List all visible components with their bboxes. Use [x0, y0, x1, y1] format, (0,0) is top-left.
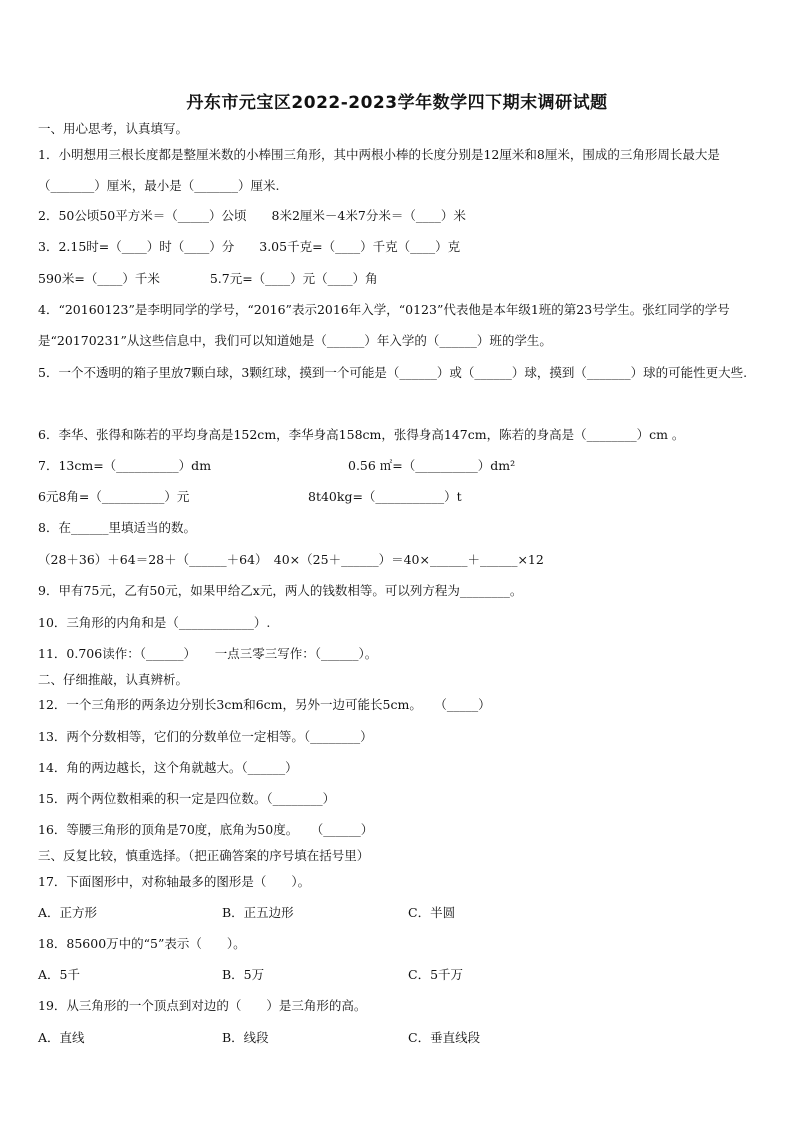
question-1: 1．小明想用三根长度都是整厘米数的小棒围三角形，其中两根小棒的长度分别是12厘米和8厘米，围成的三角形周长最大是（_______）厘米，最小是（_______）厘米.: [38, 147, 720, 193]
section-heading-1: 一、用心思考，认真填写。: [38, 121, 189, 136]
question-13: 13．两个分数相等，它们的分数单位一定相等。（________）: [38, 729, 373, 744]
question-17: 17．下面图形中，对称轴最多的图形是（ ）。: [38, 874, 311, 889]
question-18-option-a: A．5千: [38, 967, 80, 982]
question-18: 18．85600万中的“5”表示（ ）。: [38, 936, 246, 951]
question-7-d: 8t40kg=（___________）t: [308, 489, 462, 504]
question-8: 8．在______里填适当的数。: [38, 520, 196, 535]
question-7-a: 7．13cm=（__________）dm: [38, 458, 212, 473]
question-17-option-a: A．正方形: [38, 905, 98, 920]
page-title: 丹东市元宝区2022-2023学年数学四下期末调研试题: [186, 93, 608, 113]
question-17-option-c: C．半圆: [408, 905, 456, 920]
section-heading-3: 三、反复比较，慎重选择。（把正确答案的序号填在括号里）: [38, 848, 370, 863]
question-7-b: 0.56 ㎡=（__________）dm²: [348, 458, 516, 473]
question-6: 6．李华、张得和陈若的平均身高是152cm，李华身高158cm，张得身高147cm，陈若的身高是（________）cm 。: [38, 427, 685, 442]
question-10: 10．三角形的内角和是（____________）.: [38, 615, 271, 630]
question-18-option-b: B．5万: [222, 967, 265, 982]
section-heading-2: 二、仔细推敲，认真辨析。: [38, 672, 189, 687]
question-18-option-c: C．5千万: [408, 967, 464, 982]
question-19: 19．从三角形的一个顶点到对边的（ ）是三角形的高。: [38, 998, 367, 1013]
question-12: 12．一个三角形的两条边分别长3cm和6cm，另外一边可能长5cm。 （_____）: [38, 697, 491, 712]
question-15: 15．两个两位数相乘的积一定是四位数。（________）: [38, 791, 336, 806]
question-9: 9．甲有75元，乙有50元，如果甲给乙x元，两人的钱数相等。可以列方程为________。: [38, 583, 523, 598]
question-8-expression: （28＋36）＋64＝28＋（______＋64） 40×（25＋______）＝40×______＋______×12: [38, 552, 544, 567]
question-2: 2．50公顷50平方米＝（_____）公顷 8米2厘米－4米7分米＝（____）米: [38, 208, 466, 223]
question-5: 5．一个不透明的箱子里放7颗白球，3颗红球，摸到一个可能是（______）或（______）球，摸到（_______）球的可能性更大些.: [38, 365, 748, 380]
question-4: 4．“20160123”是李明同学的学号，“2016”表示2016年入学，“0123”代表他是本年级1班的第23号学生。张红同学的学号是“20170231”从这些信息中，我们可以知道她是（______）年入学的（______）班的学生。: [38, 302, 730, 348]
question-19-option-a: A．直线: [38, 1030, 85, 1045]
question-19-option-c: C．垂直线段: [408, 1030, 481, 1045]
question-16: 16．等腰三角形的顶角是70度，底角为50度。 （______）: [38, 822, 374, 837]
question-19-option-b: B．线段: [222, 1030, 269, 1045]
question-3-line-1: 3．2.15时=（____）时（____）分 3.05千克=（____）千克（____）克: [38, 239, 461, 254]
question-17-option-b: B．正五边形: [222, 905, 294, 920]
question-11: 11．0.706读作：（______） 一点三零三写作：（______）。: [38, 646, 378, 661]
question-14: 14．角的两边越长，这个角就越大。（______）: [38, 760, 298, 775]
question-7-c: 6元8角=（__________）元: [38, 489, 190, 504]
question-3-line-2: 590米=（____）千米 5.7元=（____）元（____）角: [38, 271, 378, 286]
